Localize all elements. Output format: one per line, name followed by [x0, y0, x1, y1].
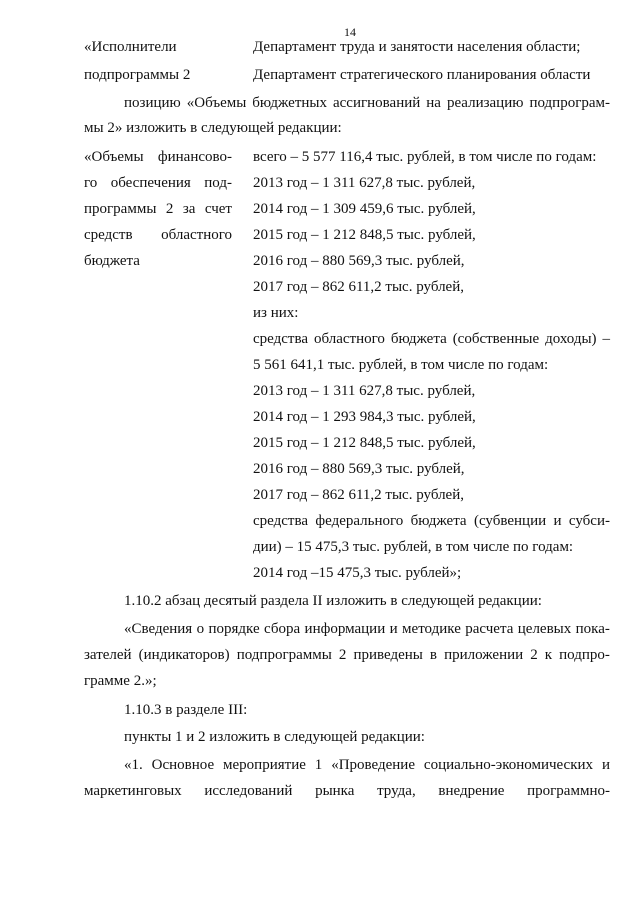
section-1-10-2-quote-line-3: грамме 2.»; — [84, 673, 157, 689]
executors-label-line-1: «Исполнители — [84, 39, 177, 55]
word: 2 — [530, 647, 538, 663]
total-year-2014: 2014 год – 1 309 459,6 тыс. рублей, — [253, 201, 476, 217]
word: 2 — [165, 201, 174, 217]
word: за — [182, 201, 196, 217]
word: (индикаторов) — [138, 647, 230, 663]
volumes-label-line-2 — [84, 176, 232, 191]
section-1-10-3-line-2 — [84, 784, 610, 799]
word: маркетинговых — [84, 783, 182, 799]
word: финансово- — [157, 149, 232, 165]
word: ассигнований — [332, 95, 421, 111]
word: и — [601, 757, 610, 773]
word: на — [426, 95, 441, 111]
word: к — [544, 647, 553, 663]
word: расчета — [465, 621, 514, 637]
word: подпро- — [559, 647, 610, 663]
word: целевых — [517, 621, 572, 637]
total-amount: всего – 5 577 116,4 тыс. рублей, в том числе по годам: — [253, 149, 597, 165]
section-1-10-2-quote-line-2 — [84, 648, 610, 663]
word: средства — [253, 513, 309, 529]
total-year-2013: 2013 год – 1 311 627,8 тыс. рублей, — [253, 175, 476, 191]
section-1-10-3-subheading: пункты 1 и 2 изложить в следующей редакции: — [124, 729, 425, 745]
volumes-label-line-4 — [84, 228, 232, 243]
word: Основное — [151, 757, 215, 773]
word: 1 — [314, 757, 323, 773]
section-1-10-2-heading: 1.10.2 абзац десятый раздела II изложить в следующей редакции: — [124, 593, 542, 609]
word: подпрограм- — [529, 95, 610, 111]
regional-year-2015: 2015 год – 1 212 848,5 тыс. рублей, — [253, 435, 476, 451]
word: информации — [304, 621, 386, 637]
word: доходы) — [545, 331, 597, 347]
word: бюджетных — [252, 95, 327, 111]
page-number: 14 — [344, 25, 356, 39]
intro-line-1 — [124, 96, 610, 111]
word: мероприятие — [223, 757, 306, 773]
word: труда, — [377, 783, 416, 799]
word: обеспечения — [110, 175, 191, 191]
regional-budget-line-1 — [253, 332, 610, 347]
regional-year-2016: 2016 год – 880 569,3 тыс. рублей, — [253, 461, 465, 477]
word: сбора — [264, 621, 301, 637]
volumes-label-line-3 — [84, 202, 232, 217]
word: «Объемы — [186, 95, 247, 111]
word: областного — [313, 331, 385, 347]
section-1-10-3-line-1 — [124, 758, 610, 773]
word: и — [553, 513, 562, 529]
word: субси- — [568, 513, 610, 529]
volumes-label-line-5: бюджета — [84, 253, 140, 269]
word: пока- — [575, 621, 610, 637]
total-year-2016: 2016 год – 880 569,3 тыс. рублей, — [253, 253, 465, 269]
word: приведены — [353, 647, 423, 663]
word: «Проведение — [331, 757, 415, 773]
word: федерального — [315, 513, 404, 529]
section-1-10-2-quote-line-1 — [124, 622, 610, 637]
executors-label-line-2: подпрограммы 2 — [84, 67, 191, 83]
word: «Объемы — [84, 149, 144, 165]
total-year-2015: 2015 год – 1 212 848,5 тыс. рублей, — [253, 227, 476, 243]
word: программно- — [527, 783, 610, 799]
word: методике — [402, 621, 461, 637]
word: социально-экономических — [423, 757, 594, 773]
executors-value-line-1: Департамент труда и занятости населения области; — [253, 39, 581, 55]
word: (собственные — [452, 331, 540, 347]
regional-budget-line-2: 5 561 641,1 тыс. рублей, в том числе по годам: — [253, 357, 549, 373]
of-them-label: из них: — [253, 305, 299, 321]
regional-year-2014: 2014 год – 1 293 984,3 тыс. рублей, — [253, 409, 476, 425]
word: – — [602, 331, 610, 347]
word: порядке — [208, 621, 260, 637]
word: счет — [204, 201, 232, 217]
intro-line-2: мы 2» изложить в следующей редакции: — [84, 120, 342, 136]
word: рынка — [315, 783, 355, 799]
word: в — [429, 647, 438, 663]
federal-budget-line-1 — [253, 514, 610, 529]
volumes-label-line-1 — [84, 150, 232, 165]
section-1-10-3-heading: 1.10.3 в разделе III: — [124, 702, 248, 718]
federal-budget-line-2: дии) – 15 475,3 тыс. рублей, в том числе по годам: — [253, 539, 574, 555]
word: 2 — [338, 647, 347, 663]
word: зателей — [84, 647, 132, 663]
word: под- — [204, 175, 232, 191]
word: бюджета — [410, 513, 467, 529]
word: приложении — [444, 647, 524, 663]
regional-year-2017: 2017 год – 862 611,2 тыс. рублей, — [253, 487, 464, 503]
word: «Сведения — [124, 621, 193, 637]
word: областного — [161, 227, 232, 243]
word: программы — [84, 201, 157, 217]
word: и — [389, 621, 398, 637]
word: го — [84, 175, 98, 191]
word: бюджета — [390, 331, 447, 347]
word: о — [196, 621, 205, 637]
total-year-2017: 2017 год – 862 611,2 тыс. рублей, — [253, 279, 464, 295]
word: подпрограммы — [236, 647, 332, 663]
word: средств — [84, 227, 133, 243]
word: внедрение — [438, 783, 505, 799]
word: исследований — [204, 783, 293, 799]
word: средства — [253, 331, 309, 347]
federal-year-2014: 2014 год –15 475,3 тыс. рублей»; — [253, 565, 462, 581]
word: (субвенции — [473, 513, 547, 529]
word: реализацию — [446, 95, 524, 111]
executors-value-line-2: Департамент стратегического планирования области — [253, 67, 591, 83]
regional-year-2013: 2013 год – 1 311 627,8 тыс. рублей, — [253, 383, 476, 399]
word: позицию — [124, 95, 181, 111]
word: «1. — [124, 757, 143, 773]
